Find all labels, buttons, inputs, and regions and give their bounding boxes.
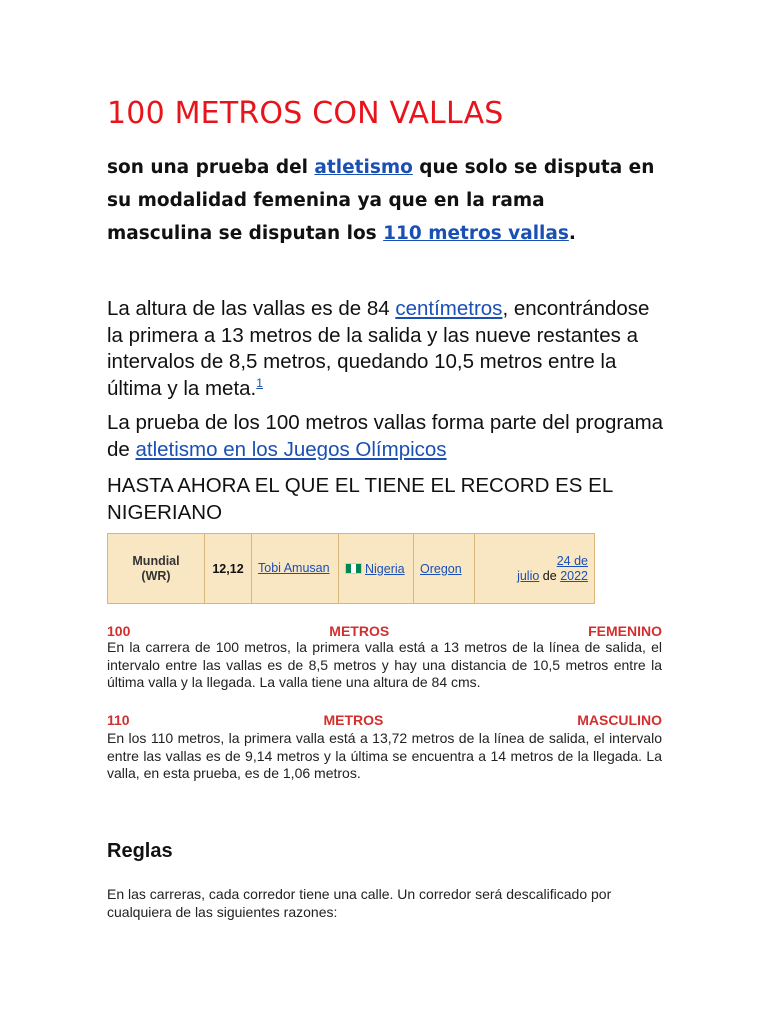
heading-word: FEMENINO bbox=[588, 623, 662, 639]
date-day-link[interactable]: 24 de bbox=[556, 553, 588, 568]
city-link[interactable]: Oregon bbox=[420, 561, 462, 576]
intro-text: . bbox=[568, 223, 576, 244]
paragraph-text: La altura de las vallas es de 84 bbox=[107, 297, 396, 320]
date-month-link[interactable]: julio bbox=[517, 568, 540, 583]
page-title: 100 METROS CON VALLAS bbox=[107, 96, 504, 131]
intro-text: que solo se disputa en su modalidad femenina ya que en la rama masculina se disputan los bbox=[107, 157, 655, 244]
table-row bbox=[108, 534, 595, 604]
masculino-text: En los 110 metros, la primera valla está a 13,72 metros de la línea de salida, el intervalo entre las vallas es de 9,14 metros y la última se encuentra a 14 metros de la llegada. La valla, en esta prueba, es de 1,06 metros. bbox=[107, 730, 662, 781]
masculino-heading bbox=[107, 712, 662, 728]
record-category-cell bbox=[108, 534, 205, 604]
heading-word: METROS bbox=[329, 623, 390, 639]
reference-link[interactable]: 1 bbox=[256, 375, 263, 390]
record-holder-paragraph: HASTA AHORA EL QUE EL TIENE EL RECORD ES EL NIGERIANO bbox=[107, 474, 613, 524]
nigeria-flag-icon bbox=[345, 563, 362, 574]
record-date-cell bbox=[475, 534, 595, 604]
link-atletismo[interactable]: atletismo bbox=[314, 157, 413, 178]
record-athlete-cell bbox=[252, 534, 339, 604]
world-record-table bbox=[107, 533, 595, 604]
heading-word: METROS bbox=[323, 712, 384, 728]
date-separator: de bbox=[539, 568, 561, 583]
hurdle-height-paragraph bbox=[107, 296, 667, 402]
femenino-text: En la carrera de 100 metros, la primera valla está a 13 metros de la línea de salida, el intervalo entre las vallas es de 8,5 metros y hay una distancia de 10,5 metros entre la última valla y la llegada. La valla tiene una altura de 84 cms. bbox=[107, 639, 662, 690]
heading-word: 100 bbox=[107, 623, 131, 639]
link-atletismo-juegos-olimpicos[interactable]: atletismo en los Juegos Olímpicos bbox=[135, 437, 447, 461]
paragraph-text: La prueba de los 100 metros vallas forma parte del programa de bbox=[107, 411, 664, 461]
femenino-heading bbox=[107, 623, 662, 639]
record-city-cell bbox=[414, 534, 475, 604]
reglas-heading: Reglas bbox=[107, 840, 173, 862]
paragraph-text: , encontrándose la primera a 13 metros de la salida y las nueve restantes a intervalos de 8,5 metros, quedando 10,5 metros entre la última y la meta. bbox=[107, 297, 650, 400]
record-country-cell bbox=[339, 534, 414, 604]
country-link[interactable]: Nigeria bbox=[365, 561, 405, 576]
record-time: 12,12 bbox=[205, 534, 252, 604]
olympic-paragraph bbox=[107, 410, 667, 463]
date-year-link[interactable]: 2022 bbox=[560, 568, 588, 583]
athlete-link[interactable]: Tobi Amusan bbox=[258, 561, 330, 575]
heading-word: 110 bbox=[107, 712, 130, 728]
heading-word: MASCULINO bbox=[577, 712, 662, 728]
intro-paragraph bbox=[107, 151, 655, 250]
record-category-abbr: (WR) bbox=[141, 568, 171, 583]
intro-text: son una prueba del bbox=[107, 157, 315, 178]
link-centimetros[interactable]: centímetros bbox=[395, 297, 503, 320]
record-category: Mundial bbox=[132, 553, 180, 568]
link-110-metros-vallas[interactable]: 110 metros vallas bbox=[383, 223, 569, 244]
reglas-text: En las carreras, cada corredor tiene una calle. Un corredor será descalificado por cualquiera de las siguientes razones: bbox=[107, 886, 612, 920]
